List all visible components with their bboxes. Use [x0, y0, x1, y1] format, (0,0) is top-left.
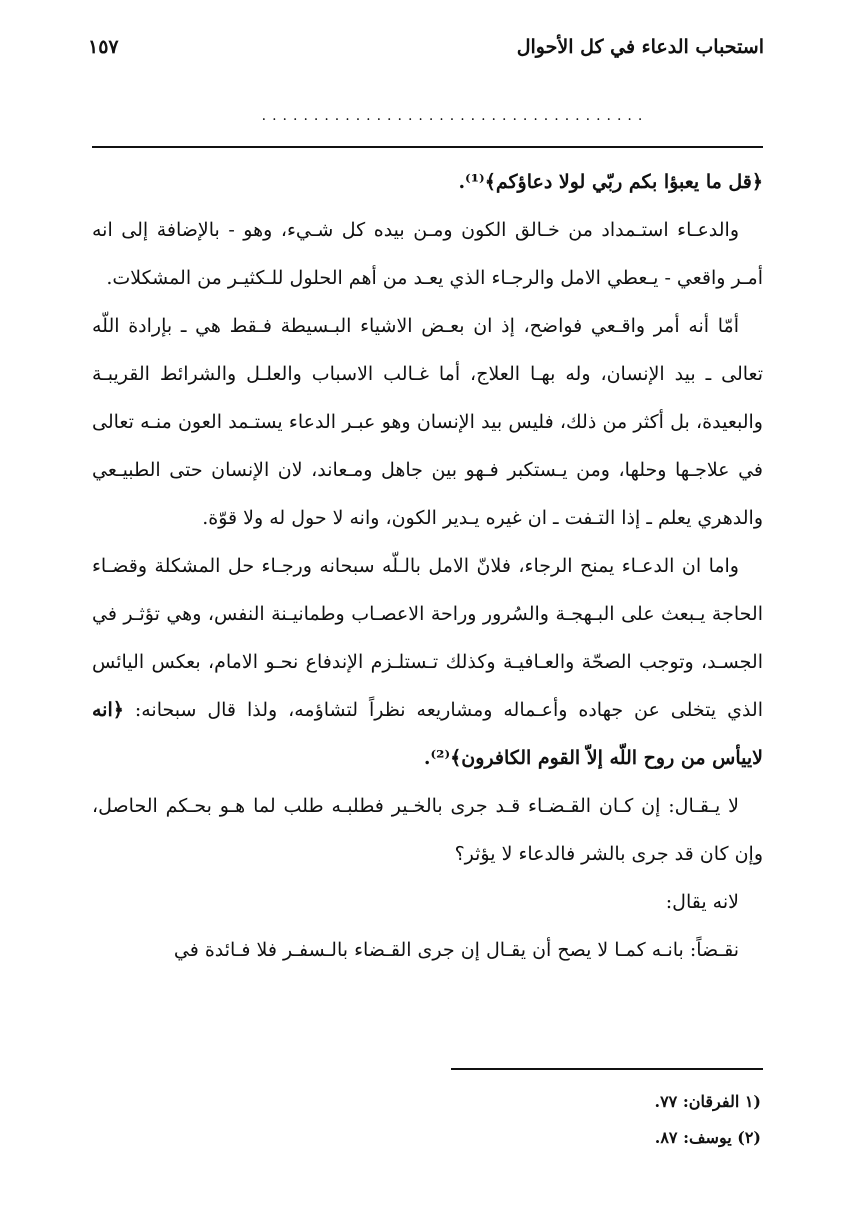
page-number: ١٥٧ [88, 36, 119, 58]
paragraph-2: أمّا أنه أمر واقـعي فواضح، إذ ان بعـض الاشياء البـسيطة فـقط هي ـ بإرادة اللّه تعالى ـ بيد الإنسان، وله بهـا العلاج، أما غـالب الاسباب والعلـل والشرائط القريبـة والبعيدة، بل أكثر من ذلك، فليس بيد الإنسان وهو عبـر الدعاء يستـمد العون منـه تعالى في علاجـها وحلها، ومن يـستكبر فـهو بين جاهل ومـعاند، لان الإنسان حتى الطبيـعي والدهري يعلم ـ إذا التـفت ـ ان غيره يـدير الكون، وانه لا حول له ولا قوّة. [92, 315, 763, 529]
body-text [92, 158, 763, 974]
quran-verse-2: ﴿انه لاييأس من روح اللّه إلاّ القوم الكافرون﴾⁽²⁾. [92, 699, 763, 769]
dotted-separator: ..................................... [261, 108, 649, 124]
paragraph-3 [92, 542, 763, 782]
paragraph-4: لا يـقـال: إن كـان القـضـاء قـد جرى بالخـير فطلبـه طلب لما هـو بحـكم الحاصل، وإن كان قد جرى بالشر فالدعاء لا يؤثر؟ [92, 795, 763, 865]
paragraph-1: والدعـاء استـمداد من خـالق الكون ومـن بيده كل شـيء، وهو - بالإضافة إلى انه أمـر واقعي - يـعطي الامل والرجـاء الذي يعـد من أهم الحلول للـكثيـر من المشكلات. [92, 219, 763, 289]
footnote-1: (١ الفرقان: ٧٧. [654, 1092, 761, 1111]
page-header [88, 36, 764, 66]
footnotes [300, 1084, 761, 1156]
paragraph-6: نقـضاً: بانـه كمـا لا يصح أن يقـال إن جرى القـضاء بالـسفـر فلا فـائدة في [173, 939, 739, 961]
footnote-2: (٢) يوسف: ٨٧. [654, 1128, 761, 1147]
quran-verse-1: ﴿قل ما يعبؤا بكم ربّي لولا دعاؤكم﴾⁽¹⁾. [458, 171, 763, 193]
paragraph-3-text: واما ان الدعـاء يمنح الرجاء، فلانّ الامل بالـلّه سبحانه ورجـاء حل المشكلة وقضـاء الحاجة يـبعث على البـهجـة والسُرور وراحة الاعصـاب وطمانيـنة النفس، وهي تؤثـر في الجسـد، وتوجب الصحّة والعـافيـة وكذلك تـستلـزم الإندفاع نحـو الامام، بعكس اليائس الذي يتخلى عن جهاده وأعـماله ومشاريعه نظراً لتشاؤمه، ولذا قال سبحانه: [92, 555, 763, 721]
running-title: استحباب الدعاء في كل الأحوال [516, 36, 764, 58]
paragraph-5: لانه يقال: [665, 891, 739, 913]
footnote-rule [451, 1068, 763, 1070]
header-rule [92, 146, 763, 148]
